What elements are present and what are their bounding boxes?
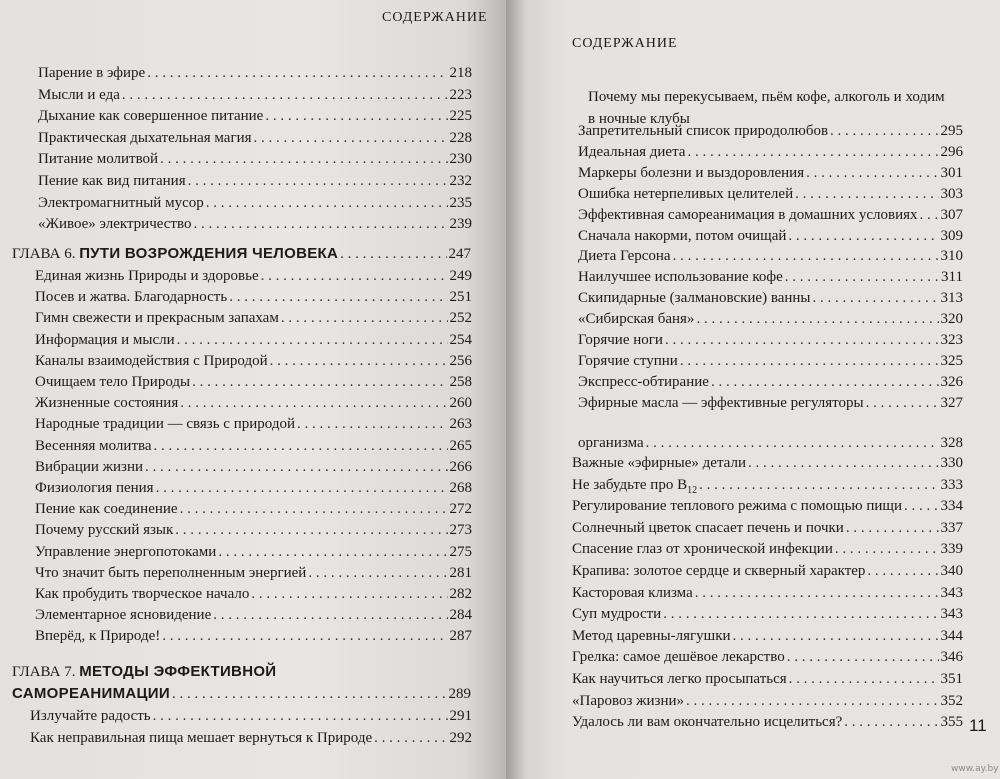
page-ref: 333 bbox=[940, 476, 963, 493]
entry-title-text: Пение как вид питания bbox=[38, 173, 186, 189]
dot-leader bbox=[265, 105, 447, 127]
entry-title bbox=[38, 105, 263, 127]
entry-title-text: Эффективная самореанимация в домашних условиях bbox=[578, 206, 918, 223]
entry-title-text: Вибрации жизни bbox=[35, 458, 144, 475]
dot-leader bbox=[846, 517, 939, 539]
page-ref: 344 bbox=[940, 627, 963, 644]
page-ref: 251 bbox=[449, 289, 472, 306]
entry-title-text: Народные традиции — связь с природой bbox=[35, 416, 295, 433]
page-ref: 273 bbox=[449, 522, 472, 539]
toc-entry bbox=[578, 266, 963, 288]
entry-title-text: Горячие ноги bbox=[578, 332, 663, 348]
page-ref: 313 bbox=[940, 290, 963, 307]
entry-title-text: Касторовая клизма bbox=[572, 584, 693, 601]
toc-entry bbox=[578, 392, 963, 414]
dot-leader bbox=[686, 690, 938, 712]
page-ref: 326 bbox=[940, 373, 963, 390]
dot-leader bbox=[835, 538, 939, 560]
page-ref: 343 bbox=[940, 606, 963, 623]
dot-leader bbox=[699, 474, 938, 496]
entry-title bbox=[578, 204, 918, 226]
entry-title bbox=[578, 392, 864, 414]
dot-leader bbox=[830, 120, 938, 142]
dot-leader bbox=[229, 286, 447, 308]
entry-title bbox=[30, 705, 151, 727]
toc-entry bbox=[35, 541, 472, 563]
page-ref: 235 bbox=[449, 194, 472, 211]
chapter-7-heading-line1 bbox=[12, 661, 276, 683]
toc-entry bbox=[38, 192, 472, 214]
dot-leader bbox=[806, 162, 938, 184]
running-header: СОДЕРЖАНИЕ bbox=[572, 36, 678, 51]
toc-entry bbox=[35, 265, 472, 287]
entry-title bbox=[35, 541, 216, 563]
dot-leader bbox=[261, 265, 448, 287]
chapter-title: ПУТИ ВОЗРОЖДЕНИЯ ЧЕЛОВЕКА bbox=[79, 245, 339, 262]
dot-leader bbox=[180, 498, 448, 520]
dot-leader bbox=[785, 266, 939, 288]
toc-entry bbox=[35, 307, 472, 329]
dot-leader bbox=[789, 668, 939, 690]
entry-title-text: Мысли и еда bbox=[38, 86, 120, 103]
entry-title bbox=[38, 84, 120, 106]
entry-title bbox=[38, 192, 204, 214]
dot-leader bbox=[695, 582, 939, 604]
entry-title bbox=[572, 603, 661, 625]
toc-entry bbox=[35, 477, 472, 499]
entry-title bbox=[35, 286, 227, 308]
dot-leader bbox=[340, 243, 446, 265]
dot-leader bbox=[281, 307, 448, 329]
entry-title-text: Метод царевны-лягушки bbox=[572, 627, 731, 644]
entry-title-text: Как научиться легко просыпаться bbox=[572, 671, 787, 687]
entry-title bbox=[38, 148, 158, 170]
entry-title bbox=[578, 141, 685, 163]
entry-title-text: Сначала накорми, потом очищай bbox=[578, 227, 787, 244]
toc-entry bbox=[35, 329, 472, 351]
page-ref: 296 bbox=[940, 143, 963, 160]
entry-title-text: Регулирование теплового режима с помощью пищи bbox=[572, 498, 903, 515]
page-ref: 260 bbox=[449, 395, 472, 412]
entry-title bbox=[578, 371, 709, 393]
entry-title-text: Почему русский язык bbox=[35, 522, 174, 539]
page-ref: 254 bbox=[449, 331, 472, 348]
entry-title bbox=[35, 413, 295, 435]
toc-entry bbox=[35, 392, 472, 414]
entry-title-text: Управление энергопотоками bbox=[35, 543, 217, 560]
dot-leader bbox=[192, 371, 447, 393]
toc-entry bbox=[35, 413, 472, 435]
toc-entry bbox=[572, 668, 963, 690]
page-ref: 351 bbox=[940, 671, 963, 687]
dot-leader bbox=[663, 603, 938, 625]
page-ref: 232 bbox=[449, 173, 472, 189]
entry-title bbox=[38, 213, 191, 235]
toc-entry bbox=[38, 105, 472, 127]
page-ref: 339 bbox=[940, 541, 963, 558]
page-ref: 252 bbox=[449, 310, 472, 327]
dot-leader bbox=[254, 127, 448, 149]
entry-title bbox=[35, 604, 211, 626]
entry-title-text: Грелка: самое дешёвое лекарство bbox=[572, 649, 785, 666]
dot-leader bbox=[867, 560, 938, 582]
entry-title-text: Удалось ли вам окончательно исцелиться? bbox=[572, 714, 843, 731]
page-ref: 330 bbox=[940, 455, 963, 471]
page-ref: 289 bbox=[448, 686, 471, 702]
right-page bbox=[506, 0, 1000, 779]
toc-entry bbox=[578, 329, 963, 351]
dot-leader bbox=[687, 141, 938, 163]
toc-entry bbox=[572, 690, 963, 712]
dot-leader bbox=[193, 213, 447, 235]
toc-entry bbox=[30, 705, 472, 727]
toc-entry bbox=[572, 495, 963, 517]
toc-entry bbox=[578, 308, 963, 330]
toc-entry bbox=[572, 517, 963, 539]
dot-leader bbox=[218, 541, 447, 563]
entry-title bbox=[35, 498, 178, 520]
page-ref: 249 bbox=[449, 268, 472, 284]
entry-title bbox=[35, 435, 152, 457]
entry-title bbox=[35, 625, 160, 647]
toc-entry bbox=[35, 435, 472, 457]
entry-title-text: Весенняя молитва bbox=[35, 437, 152, 454]
page-ref: 284 bbox=[449, 607, 472, 624]
page-ref: 320 bbox=[940, 311, 963, 328]
dot-leader bbox=[711, 371, 939, 393]
page-ref: 334 bbox=[940, 498, 963, 515]
toc-entry bbox=[35, 350, 472, 372]
page-ref: 275 bbox=[449, 543, 472, 560]
toc-entry bbox=[572, 538, 963, 560]
dot-leader bbox=[844, 711, 938, 733]
toc-entry bbox=[572, 625, 963, 647]
toc-entry bbox=[572, 603, 963, 625]
toc-entry bbox=[38, 84, 472, 106]
entry-title-text: Горячие ступни bbox=[578, 352, 678, 369]
page-ref: 301 bbox=[940, 164, 963, 181]
page-ref: 287 bbox=[449, 628, 472, 645]
toc-entry-line1: Почему мы перекусываем, пьём кофе, алкоголь и ходим bbox=[588, 89, 945, 105]
page-ref: 230 bbox=[449, 151, 472, 168]
entry-title bbox=[38, 170, 186, 192]
entry-title-text: Экспресс-обтирание bbox=[578, 373, 709, 390]
toc-entry bbox=[572, 711, 963, 733]
page-ref: 346 bbox=[940, 649, 963, 666]
entry-title bbox=[35, 562, 306, 584]
dot-leader bbox=[175, 519, 447, 541]
entry-title-text: Спасение глаз от хронической инфекции bbox=[572, 541, 833, 558]
entry-title-text: Ошибка нетерпеливых целителей bbox=[578, 185, 794, 202]
entry-title bbox=[572, 582, 693, 604]
dot-leader bbox=[156, 477, 448, 499]
page-ref: 310 bbox=[940, 248, 963, 265]
entry-title-text: Идеальная диета bbox=[578, 143, 686, 160]
entry-title bbox=[35, 583, 249, 605]
entry-title-text: Эфирные масла — эффективные регуляторы bbox=[578, 394, 864, 411]
entry-title-text: Гимн свежести и прекрасным запахам bbox=[35, 310, 279, 327]
entry-title bbox=[572, 646, 785, 668]
chapter-title: МЕТОДЫ ЭФФЕКТИВНОЙ bbox=[79, 663, 277, 680]
entry-title bbox=[35, 371, 190, 393]
page-ref: 292 bbox=[449, 730, 472, 746]
entry-title-text: «Паровоз жизни» bbox=[572, 692, 685, 709]
dot-leader bbox=[154, 435, 448, 457]
page-ref: 352 bbox=[940, 692, 963, 709]
entry-title bbox=[572, 538, 833, 560]
entry-title-text: «Сибирская баня» bbox=[578, 311, 695, 328]
dot-leader bbox=[213, 604, 447, 626]
toc-entry bbox=[578, 225, 963, 247]
toc-entry bbox=[578, 162, 963, 184]
entry-title bbox=[35, 392, 178, 414]
entry-title bbox=[35, 307, 279, 329]
dot-leader bbox=[177, 329, 448, 351]
page-ref: 327 bbox=[940, 394, 963, 411]
dot-leader bbox=[813, 287, 939, 309]
page-ref: 343 bbox=[940, 584, 963, 601]
page-ref: 268 bbox=[449, 480, 472, 496]
dot-leader bbox=[866, 392, 939, 414]
dot-leader bbox=[733, 625, 939, 647]
entry-title bbox=[572, 625, 731, 647]
entry-title bbox=[35, 350, 268, 372]
entry-title-text: Суп мудрости bbox=[572, 606, 662, 623]
entry-title bbox=[35, 477, 154, 499]
entry-title-text: Маркеры болезни и выздоровления bbox=[578, 164, 805, 181]
page-ref: 225 bbox=[449, 108, 472, 125]
dot-leader bbox=[153, 705, 448, 727]
toc-entry bbox=[578, 350, 963, 372]
page-number: 11 bbox=[969, 716, 987, 735]
page-ref: 258 bbox=[449, 374, 472, 390]
dot-leader bbox=[673, 245, 939, 267]
page-ref: 218 bbox=[449, 65, 472, 81]
page-ref: 303 bbox=[940, 185, 963, 202]
page-ref: 325 bbox=[940, 352, 963, 369]
page-ref: 272 bbox=[449, 501, 472, 518]
page-ref: 323 bbox=[940, 332, 963, 348]
entry-title-text: Жизненные состояния bbox=[35, 395, 179, 412]
entry-title-text: Запретительный список природолюбов bbox=[578, 123, 829, 139]
entry-title-text: Наилучшее использование кофе bbox=[578, 269, 783, 286]
entry-title bbox=[578, 120, 828, 142]
toc-entry bbox=[35, 498, 472, 520]
toc-entry bbox=[35, 286, 472, 308]
dot-leader bbox=[172, 683, 447, 705]
page-ref: 223 bbox=[449, 86, 472, 103]
toc-entry bbox=[578, 287, 963, 309]
toc-entry bbox=[35, 625, 472, 647]
entry-title-text: Вперёд, к Природе! bbox=[35, 628, 161, 645]
entry-title-text: Пение как соединение bbox=[35, 501, 178, 518]
page-ref: 337 bbox=[940, 519, 963, 536]
dot-leader bbox=[795, 183, 938, 205]
toc-entry bbox=[38, 213, 472, 235]
page-ref: 256 bbox=[449, 352, 472, 369]
dot-leader bbox=[748, 452, 939, 474]
dot-leader bbox=[920, 204, 939, 226]
entry-title-text: «Живое» электричество bbox=[38, 216, 192, 233]
dot-leader bbox=[374, 727, 447, 749]
dot-leader bbox=[665, 329, 939, 351]
entry-title: организма bbox=[578, 435, 644, 451]
entry-title bbox=[578, 308, 694, 330]
dot-leader bbox=[188, 170, 448, 192]
page-ref: 263 bbox=[449, 416, 472, 433]
entry-title-text: Диета Герсона bbox=[578, 248, 671, 265]
entry-title bbox=[35, 456, 143, 478]
toc-entry bbox=[572, 452, 963, 474]
toc-entry bbox=[578, 371, 963, 393]
dot-leader bbox=[206, 192, 448, 214]
entry-title bbox=[572, 560, 865, 582]
toc-entry bbox=[578, 432, 963, 454]
dot-leader bbox=[904, 495, 938, 517]
dot-leader bbox=[696, 308, 938, 330]
entry-title bbox=[30, 727, 372, 749]
toc-entry bbox=[35, 519, 472, 541]
toc-entry bbox=[38, 62, 472, 84]
entry-title bbox=[578, 245, 671, 267]
dot-leader bbox=[147, 62, 447, 84]
dot-leader bbox=[162, 625, 447, 647]
chapter-title: САМОРЕАНИМАЦИИ bbox=[12, 685, 170, 702]
entry-title-text: Важные «эфирные» детали bbox=[572, 455, 746, 471]
page-ref: 228 bbox=[449, 129, 472, 146]
entry-title bbox=[578, 225, 786, 247]
entry-title bbox=[572, 711, 842, 733]
entry-title bbox=[578, 266, 783, 288]
toc-entry bbox=[572, 474, 963, 496]
toc-entry bbox=[572, 582, 963, 604]
entry-title-text: Дыхание как совершенное питание bbox=[38, 108, 264, 125]
chapter-prefix: ГЛАВА 6. bbox=[12, 246, 80, 262]
entry-title-text: Питание молитвой bbox=[38, 151, 159, 168]
entry-title-text: Как пробудить творческое начало bbox=[35, 586, 250, 602]
dot-leader bbox=[297, 413, 448, 435]
dot-leader bbox=[787, 646, 939, 668]
entry-title bbox=[572, 495, 902, 517]
toc-entry-line2: в ночные клубы bbox=[588, 111, 690, 127]
dot-leader bbox=[251, 583, 447, 605]
page-ref: 307 bbox=[940, 206, 963, 223]
entry-title bbox=[35, 329, 175, 351]
entry-title-text: Посев и жатва. Благодарность bbox=[35, 289, 228, 306]
entry-title bbox=[572, 517, 844, 539]
toc-entry bbox=[572, 560, 963, 582]
dot-leader bbox=[646, 432, 939, 454]
entry-title-text: Парение в эфире bbox=[38, 65, 146, 81]
entry-title bbox=[572, 668, 787, 690]
page-ref: 311 bbox=[941, 269, 963, 286]
entry-title bbox=[578, 287, 811, 309]
toc-entry bbox=[35, 562, 472, 584]
chapter-6-heading bbox=[12, 243, 471, 265]
entry-title-text: Электромагнитный мусор bbox=[38, 194, 204, 211]
toc-entry bbox=[35, 456, 472, 478]
subscript: 12 bbox=[687, 484, 698, 496]
toc-entry bbox=[35, 583, 472, 605]
entry-title bbox=[578, 162, 804, 184]
toc-entry bbox=[38, 148, 472, 170]
page-ref: 281 bbox=[449, 564, 472, 581]
entry-title bbox=[38, 62, 145, 84]
entry-title bbox=[578, 183, 793, 205]
entry-title-text: Физиология пения bbox=[35, 480, 154, 496]
running-header: СОДЕРЖАНИЕ bbox=[382, 10, 488, 25]
entry-title-text: Каналы взаимодействия с Природой bbox=[35, 352, 268, 369]
entry-title-text: Практическая дыхательная магия bbox=[38, 129, 252, 146]
chapter-7-heading-line2 bbox=[12, 683, 471, 705]
entry-title bbox=[578, 329, 663, 351]
page-ref: 266 bbox=[449, 458, 472, 475]
entry-title-text: Элементарное ясновидение bbox=[35, 607, 212, 624]
entry-title bbox=[578, 350, 678, 372]
entry-title-text: Очищаем тело Природы bbox=[35, 374, 191, 390]
entry-title bbox=[35, 265, 259, 287]
watermark: www.ay.by bbox=[951, 764, 999, 774]
toc-entry bbox=[572, 646, 963, 668]
toc-entry bbox=[38, 170, 472, 192]
toc-entry bbox=[578, 245, 963, 267]
entry-title bbox=[572, 690, 684, 712]
page-ref: 355 bbox=[940, 714, 963, 731]
entry-title bbox=[38, 127, 252, 149]
dot-leader bbox=[145, 456, 447, 478]
page-ref: 282 bbox=[449, 586, 472, 602]
entry-title-text: Не забудьте про B bbox=[572, 476, 688, 493]
entry-title-text: Как неправильная пища мешает вернуться к Природе bbox=[30, 730, 373, 746]
page-ref: 340 bbox=[940, 563, 963, 579]
page-ref: 295 bbox=[940, 123, 963, 139]
toc-entry bbox=[38, 127, 472, 149]
dot-leader bbox=[122, 84, 448, 106]
entry-title-text: Солнечный цветок спасает печень и почки bbox=[572, 519, 844, 536]
entry-title-text: Излучайте радость bbox=[30, 708, 151, 724]
page-ref: 265 bbox=[449, 437, 472, 454]
dot-leader bbox=[680, 350, 939, 372]
toc-entry bbox=[578, 141, 963, 163]
dot-leader bbox=[788, 225, 938, 247]
entry-title-text: Скипидарные (залмановские) ванны bbox=[578, 290, 811, 307]
page-ref: 328 bbox=[940, 435, 963, 451]
toc-entry bbox=[35, 371, 472, 393]
chapter-prefix: ГЛАВА 7. bbox=[12, 664, 80, 680]
entry-title bbox=[572, 452, 746, 474]
toc-entry bbox=[578, 204, 963, 226]
page-ref: 247 bbox=[448, 246, 471, 262]
toc-entry bbox=[578, 183, 963, 205]
page-ref: 309 bbox=[940, 227, 963, 244]
dot-leader bbox=[270, 350, 448, 372]
toc-entry bbox=[578, 120, 963, 142]
toc-entry bbox=[35, 604, 472, 626]
page-ref: 291 bbox=[449, 708, 472, 724]
entry-title-text: Информация и мысли bbox=[35, 331, 175, 348]
entry-title-text: Что значит быть переполненным энергией bbox=[35, 564, 307, 581]
dot-leader bbox=[308, 562, 447, 584]
page-ref: 239 bbox=[449, 216, 472, 233]
dot-leader bbox=[160, 148, 447, 170]
entry-title-text: Крапива: золотое сердце и скверный характер bbox=[572, 563, 866, 579]
entry-title bbox=[35, 519, 173, 541]
dot-leader bbox=[180, 392, 447, 414]
entry-title-text: Единая жизнь Природы и здоровье bbox=[35, 268, 259, 284]
toc-entry bbox=[30, 727, 472, 749]
